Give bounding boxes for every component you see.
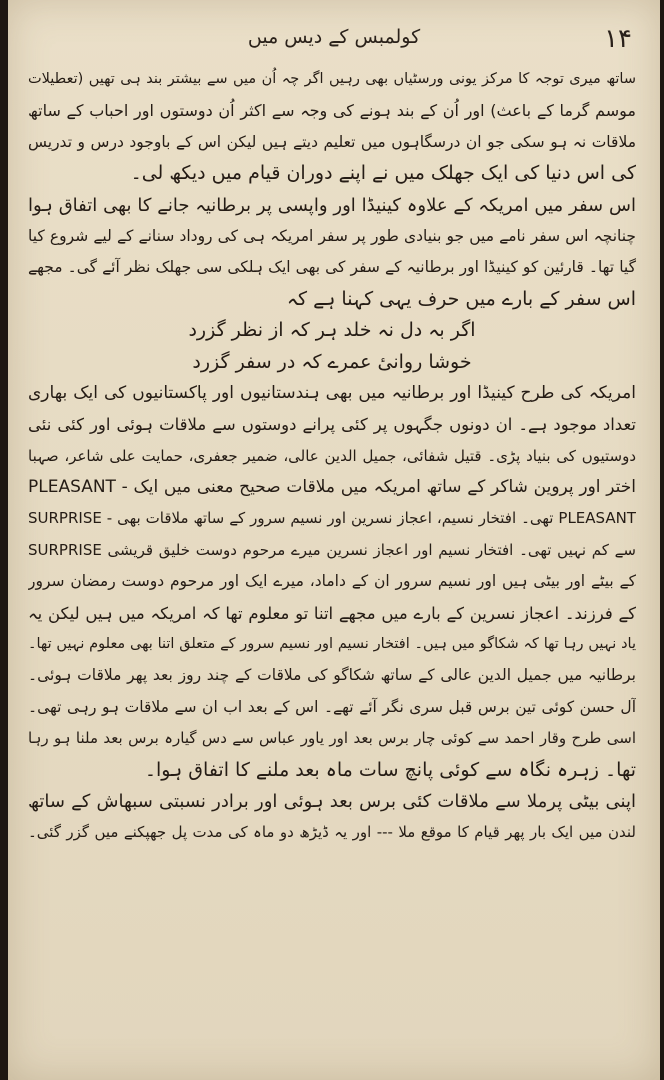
text-line-17: کے بیٹے اور بیٹی ہیں اور نسیم سرور ان کے داماد، میرے ایک اور مرحوم دوست رمضان سرور (28, 572, 636, 591)
verse-line-1: اگر بہ دل نہ خلد ہر کہ از نظر گزرد (188, 319, 476, 342)
text-line-18: کے فرزند۔ اعجاز نسرین کے بارے میں مجھے اتنا تو معلوم تھا کہ امریکہ میں ہیں لیکن یہ (28, 603, 636, 623)
text-line-22: اسی طرح وقار احمد سے کوئی چار برس بعد اور یاور عباس سے دس گیارہ برس بعد ملنا ہو رہا (28, 729, 636, 748)
text-line-8: اس سفر کے بارے میں حرف یہی کہنا ہے کہ (286, 287, 636, 310)
text-line-23: تھا۔ زہرہ نگاہ سے کوئی پانچ سات ماہ بعد ملنے کا اتفاق ہوا۔ (144, 758, 636, 781)
text-line-13: دوستیوں کی بنیاد پڑی۔ قتیل شفائی، جمیل الدین عالی، ضمیر جعفری، حمایت علی شاعر، صہبا (28, 446, 636, 465)
text-line-3: ملاقات نہ ہو سکی جو ان درسگاہوں میں تعلیم دیتے ہیں لیکن اس کے باوجود درس و تدریس (28, 132, 636, 151)
verse-line-2: خوشا روانیٔ عمرے کہ در سفر گزرد (192, 350, 472, 373)
page-body-text (28, 64, 636, 849)
page-header (28, 22, 640, 56)
text-line-7: گیا تھا۔ قارئین کو کینیڈا اور برطانیہ کے سفر کی بھی ایک ہلکی سی جھلک نظر آئے گی۔ مجھے (28, 258, 636, 277)
text-line-12: تعداد موجود ہے۔ ان دونوں جگہوں پر کئی پرانے دوستوں سے ملاقات ہوئی اور کئی نئی (28, 415, 636, 435)
text-line-15: SURPRISE - تھی۔ افتخار نسیم، اعجاز نسرین اور نسیم سرور کے ساتھ ملاقات بھی PLEASANT (28, 509, 636, 528)
text-line-25: لندن میں ایک بار پھر قیام کا موقع ملا --- اور یہ ڈیڑھ دو ماہ کی مدت پل جھپکنے میں گزر گئی۔ (28, 823, 636, 842)
running-title: کولمبس کے دیس میں (247, 26, 421, 48)
text-line-24: اپنی بیٹی پرملا سے ملاقات کئی برس بعد ہوئی اور برادر نسبتی سبھاش کے ساتھ (28, 790, 636, 812)
text-line-6: چنانچہ اس سفر نامے میں جو بنیادی طور پر سفر امریکہ ہی کی روداد سنانے کے لیے شروع کیا (28, 226, 636, 245)
text-line-19: یاد نہیں رہا تھا کہ شکاگو میں ہیں۔ افتخار نسیم اور نسیم سرور کے متعلق اتنا بھی معلوم نہیں تھا۔ (28, 636, 636, 653)
text-line-1: ساتھ میری توجہ کا مرکز یونی ورسٹیاں بھی رہیں اگر چہ اُن میں سے بیشتر بند ہی تھیں (تعطیلات (28, 71, 636, 87)
text-line-14: اختر اور پروین شاکر کے ساتھ امریکہ میں ملاقات صحیح معنی میں ایک - PLEASANT (28, 477, 636, 498)
text-line-2: موسم گرما کے باعث) اور اُن کے بند ہونے کی وجہ سے اکثر اُن دوستوں اور احباب کے ساتھ (28, 101, 636, 121)
text-line-16: SURPRISE سے کم نہیں تھی۔ افتخار نسیم اور اعجاز نسرین میرے مرحوم دوست خلیق قریشی (28, 540, 636, 559)
text-line-5: اس سفر میں امریکہ کے علاوہ کینیڈا اور واپسی پر برطانیہ جانے کا بھی اتفاق ہوا (28, 194, 636, 216)
text-line-11: امریکہ کی طرح کینیڈا اور برطانیہ میں بھی ہندستانیوں اور پاکستانیوں کی ایک بھاری (28, 382, 636, 403)
text-line-21: آل حسن کوئی تین برس قبل سری نگر آئے تھے۔ اس کے بعد اب ان سے ملاقات ہو رہی تھی۔ (28, 697, 636, 716)
text-line-4: کی اس دنیا کی ایک جھلک میں نے اپنے دوران قیام میں دیکھ لی۔ (130, 162, 636, 185)
page-number: ۱۴ (604, 24, 632, 54)
book-page (8, 0, 660, 1080)
text-line-20: برطانیہ میں جمیل الدین عالی کے ساتھ شکاگو کی ملاقات کے چند روز بعد پھر ملاقات ہوئی۔ (28, 666, 636, 685)
